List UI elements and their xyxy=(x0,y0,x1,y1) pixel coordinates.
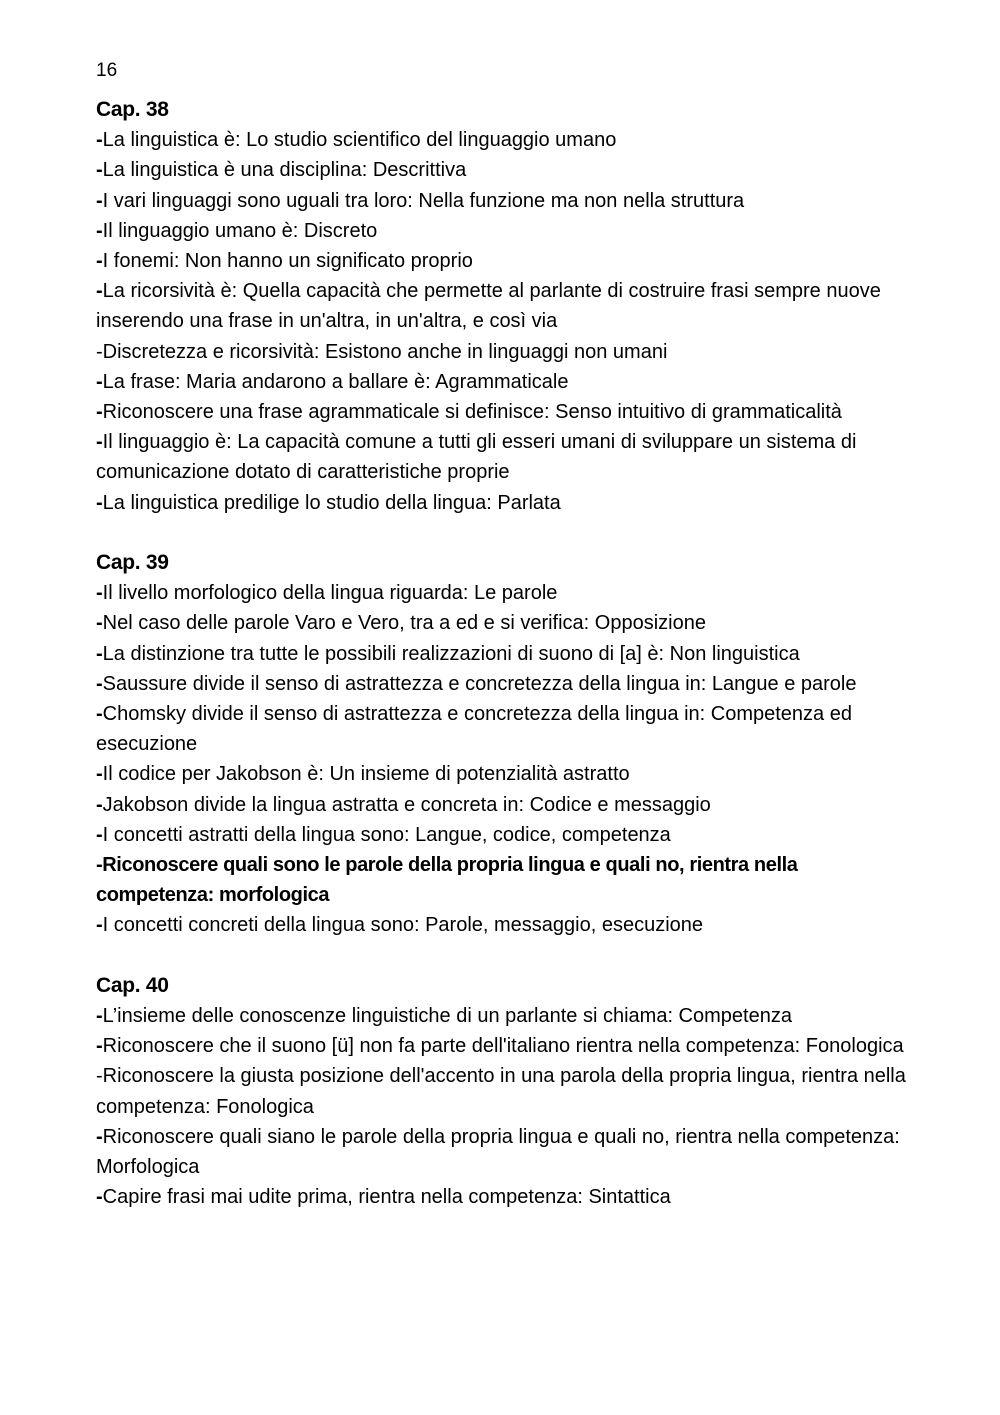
bullet-dash: - xyxy=(96,189,103,212)
list-item xyxy=(96,759,916,789)
list-item xyxy=(96,427,916,487)
list-item-text: L’insieme delle conoscenze linguistiche di un parlante si chiama: Competenza xyxy=(102,1005,792,1028)
bullet-dash: - xyxy=(96,1125,103,1148)
list-item xyxy=(96,155,916,185)
list-item-text: I fonemi: Non hanno un significato proprio xyxy=(102,250,473,273)
chapter-38 xyxy=(96,95,916,518)
list-item-text: Il codice per Jakobson è: Un insieme di potenzialità astratto xyxy=(102,763,630,786)
bullet-dash: - xyxy=(96,823,103,846)
bullet-dash: - xyxy=(96,1065,103,1088)
chapter-title: Cap. 38 xyxy=(96,98,169,121)
list-item xyxy=(96,1122,916,1182)
list-item-text: La linguistica è una disciplina: Descrittiva xyxy=(102,159,467,182)
bullet-dash: - xyxy=(96,280,103,303)
list-item-text: Riconoscere la giusta posizione dell'accento in una parola della propria lingua, rientra nella competenza: Fonologica xyxy=(96,1065,906,1118)
list-item-text: I concetti concreti della lingua sono: Parole, messaggio, esecuzione xyxy=(102,914,704,937)
list-item-text: La frase: Maria andarono a ballare è: Agrammaticale xyxy=(102,370,569,393)
list-item-text: La distinzione tra tutte le possibili realizzazioni di suono di [a] è: Non linguistica xyxy=(102,642,800,665)
list-item xyxy=(96,1061,916,1121)
list-item xyxy=(96,367,916,397)
bullet-dash: - xyxy=(96,763,103,786)
list-item xyxy=(96,578,916,608)
list-item-text: Nel caso delle parole Varo e Vero, tra a ed e si verifica: Opposizione xyxy=(102,612,706,635)
chapter-40 xyxy=(96,971,916,1213)
bullet-dash: - xyxy=(96,672,103,695)
bullet-dash: - xyxy=(96,219,103,242)
bullet-dash: - xyxy=(96,642,103,665)
list-item-text: La linguistica è: Lo studio scientifico del linguaggio umano xyxy=(102,129,617,152)
list-item xyxy=(96,488,916,518)
list-item xyxy=(96,216,916,246)
bullet-dash: - xyxy=(96,370,103,393)
list-item xyxy=(96,669,916,699)
bullet-dash: - xyxy=(96,129,103,152)
bullet-dash: - xyxy=(96,914,103,937)
list-item xyxy=(96,397,916,427)
list-item-text: Il linguaggio umano è: Discreto xyxy=(102,219,378,242)
list-item xyxy=(96,608,916,638)
bullet-dash: - xyxy=(96,401,103,424)
list-item-text: Capire frasi mai udite prima, rientra nella competenza: Sintattica xyxy=(102,1186,671,1209)
list-item-text: Riconoscere quali siano le parole della propria lingua e quali no, rientra nella competenza: Morfologica xyxy=(96,1125,900,1179)
list-item xyxy=(96,276,916,336)
list-item-text: La linguistica predilige lo studio della lingua: Parlata xyxy=(102,491,561,514)
list-item-text: Riconoscere che il suono [ü] non fa parte dell'italiano rientra nella competenza: Fonologica xyxy=(102,1035,904,1058)
bullet-dash: - xyxy=(96,340,103,363)
chapter-title: Cap. 39 xyxy=(96,551,169,575)
list-item xyxy=(96,790,916,820)
list-item xyxy=(96,699,916,759)
bullet-dash: - xyxy=(96,854,103,877)
list-item-text: Jakobson divide la lingua astratta e concreta in: Codice e messaggio xyxy=(102,793,711,816)
page-number: 16 xyxy=(96,60,118,81)
bullet-dash: - xyxy=(96,491,103,514)
bullet-dash: - xyxy=(96,703,103,726)
list-item xyxy=(96,639,916,669)
list-item xyxy=(96,820,916,850)
chapter-title: Cap. 40 xyxy=(96,973,169,997)
list-item-text: I vari linguaggi sono uguali tra loro: Nella funzione ma non nella struttura xyxy=(102,189,745,212)
list-item-text: Riconoscere una frase agrammaticale si definisce: Senso intuitivo di grammaticalità xyxy=(102,401,842,424)
list-item xyxy=(96,246,916,276)
list-item xyxy=(96,1031,916,1061)
list-item-text: Il linguaggio è: La capacità comune a tutti gli esseri umani di sviluppare un sistema di comunicazione dotato di caratteristiche proprie xyxy=(96,431,857,484)
list-item xyxy=(96,910,916,940)
bullet-dash: - xyxy=(96,1186,103,1209)
bullet-dash: - xyxy=(96,250,103,273)
list-item xyxy=(96,125,916,155)
list-item-highlighted xyxy=(96,850,916,910)
list-item-text: Discretezza e ricorsività: Esistono anche in linguaggi non umani xyxy=(102,340,668,363)
bullet-dash: - xyxy=(96,1035,103,1058)
list-item-text: Saussure divide il senso di astrattezza e concretezza della lingua in: Langue e parole xyxy=(102,672,857,695)
list-item-text: Riconoscere quali sono le parole della propria lingua e quali no, rientra nella competenza: morfologica xyxy=(96,854,798,907)
bullet-dash: - xyxy=(96,1005,103,1028)
list-item-text: La ricorsività è: Quella capacità che permette al parlante di costruire frasi sempre nuove inserendo una frase in un'altra, in un'altra, e così via xyxy=(96,280,881,333)
list-item xyxy=(96,337,916,367)
list-item-text: Il livello morfologico della lingua riguarda: Le parole xyxy=(102,582,558,605)
bullet-dash: - xyxy=(96,793,103,816)
list-item xyxy=(96,1182,916,1212)
list-item-text: Chomsky divide il senso di astrattezza e concretezza della lingua in: Competenza ed esecuzione xyxy=(96,703,852,756)
bullet-dash: - xyxy=(96,612,103,635)
list-item xyxy=(96,1001,916,1031)
bullet-dash: - xyxy=(96,431,103,454)
bullet-dash: - xyxy=(96,582,103,605)
list-item xyxy=(96,186,916,216)
list-item-text: I concetti astratti della lingua sono: Langue, codice, competenza xyxy=(102,823,671,846)
document-body xyxy=(96,95,916,1212)
chapter-39 xyxy=(96,548,916,941)
bullet-dash: - xyxy=(96,159,103,182)
